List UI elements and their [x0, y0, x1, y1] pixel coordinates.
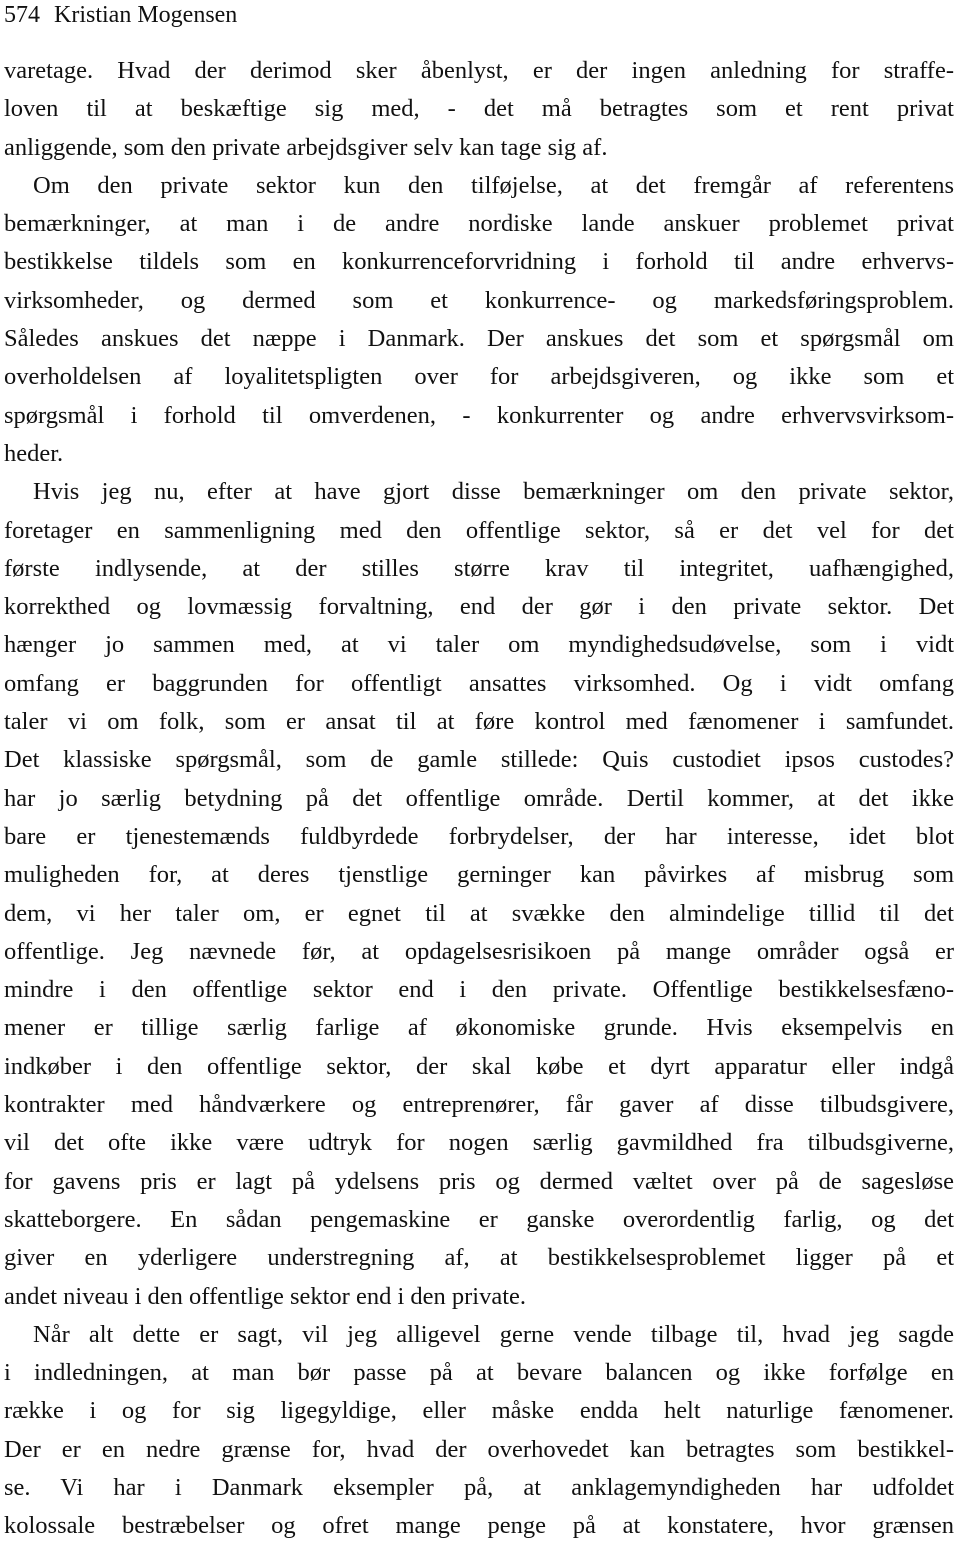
text-line: loven til at beskæftige sig med, - det må betragtes som et rent privat: [4, 95, 954, 123]
text-line: foretager en sammenligning med den offentlige sektor, så er det vel for det: [4, 516, 954, 544]
page-number: 574: [4, 2, 40, 28]
text-line: Der er en nedre grænse for, hvad der overhovedet kan betragtes som bestikkel-: [4, 1435, 954, 1463]
text-line: se. Vi har i Danmark eksempler på, at anklagemyndigheden har udfoldet: [4, 1473, 954, 1501]
text-line: mener er tillige særlig farlige af økonomiske grunde. Hvis eksempelvis en: [4, 1014, 954, 1042]
text-line: Når alt dette er sagt, vil jeg alligevel gerne vende tilbage til, hvad jeg sagde: [33, 1320, 954, 1348]
body-text: [4, 52, 954, 1546]
text-line: taler vi om folk, som er ansat til at føre kontrol med fænomener i samfundet.: [4, 708, 954, 736]
text-line: Om den private sektor kun den tilføjelse, at det fremgår af referentens: [33, 171, 954, 199]
text-line: Således anskues det næppe i Danmark. Der anskues det som et spørgsmål om: [4, 325, 954, 353]
text-line: andet niveau i den offentlige sektor end i den private.: [4, 1282, 527, 1310]
text-line: bestikkelse tildels som en konkurrenceforvridning i forhold til andre erhvervs-: [4, 248, 954, 276]
text-line: mindre i den offentlige sektor end i den private. Offentlige bestikkelsesfæno-: [4, 976, 954, 1004]
text-line: række i og for sig ligegyldige, eller måske endda helt naturlige fænomener.: [4, 1397, 954, 1425]
text-line: kontrakter med håndværkere og entreprenører, får gaver af disse tilbudsgivere,: [4, 1091, 954, 1119]
text-line: heder.: [4, 439, 64, 467]
text-line: virksomheder, og dermed som et konkurrence- og markedsføringsproblem.: [4, 286, 954, 314]
running-header-author: Kristian Mogensen: [54, 2, 238, 28]
text-line: bare er tjenestemænds fuldbyrdede forbrydelser, der har interesse, idet blot: [4, 822, 954, 850]
text-line: korrekthed og lovmæssig forvaltning, end der gør i den private sektor. Det: [4, 593, 954, 621]
running-header: [4, 0, 237, 30]
text-line: skatteborgere. En sådan pengemaskine er ganske overordentlig farlig, og det: [4, 1205, 954, 1233]
text-line: kolossale bestræbelser og ofret mange penge på at konstatere, hvor grænsen: [4, 1512, 954, 1540]
text-line: overholdelsen af loyalitetspligten over for arbejdsgiveren, og ikke som et: [4, 363, 954, 391]
text-line: vil det ofte ikke være udtryk for nogen særlig gavmildhed fra tilbudsgiverne,: [4, 1129, 954, 1157]
text-line: hænger jo sammen med, at vi taler om myndighedsudøvelse, som i vidt: [4, 631, 954, 659]
text-line: for gavens pris er lagt på ydelsens pris og dermed væltet over på de sagesløse: [4, 1167, 954, 1195]
text-line: Hvis jeg nu, efter at have gjort disse bemærkninger om den private sektor,: [33, 478, 954, 506]
text-line: omfang er baggrunden for offentligt ansattes virksomhed. Og i vidt omfang: [4, 669, 954, 697]
text-line: offentlige. Jeg nævnede før, at opdagelsesrisikoen på mange områder også er: [4, 937, 954, 965]
text-line: bemærkninger, at man i de andre nordiske lande anskuer problemet privat: [4, 210, 954, 238]
text-line: første indlysende, at der stilles større krav til integritet, uafhængighed,: [4, 554, 954, 582]
text-line: spørgsmål i forhold til omverdenen, - konkurrenter og andre erhvervsvirksom-: [4, 401, 954, 429]
text-line: indkøber i den offentlige sektor, der skal købe et dyrt apparatur eller indgå: [4, 1052, 954, 1080]
text-line: muligheden for, at deres tjenstlige gerninger kan påvirkes af misbrug som: [4, 861, 954, 889]
text-line: Det klassiske spørgsmål, som de gamle stillede: Quis custodiet ipsos custodes?: [4, 746, 954, 774]
text-line: varetage. Hvad der derimod sker åbenlyst, er der ingen anledning for straffe-: [4, 57, 954, 84]
text-line: giver en yderligere understregning af, at bestikkelsesproblemet ligger på et: [4, 1244, 954, 1272]
text-line: i indledningen, at man bør passe på at bevare balancen og ikke forfølge en: [4, 1359, 954, 1387]
text-line: dem, vi her taler om, er egnet til at svække den almindelige tillid til det: [4, 899, 954, 927]
text-line: har jo særlig betydning på det offentlige område. Dertil kommer, at det ikke: [4, 784, 954, 812]
text-line: anliggende, som den private arbejdsgiver selv kan tage sig af.: [4, 133, 608, 161]
